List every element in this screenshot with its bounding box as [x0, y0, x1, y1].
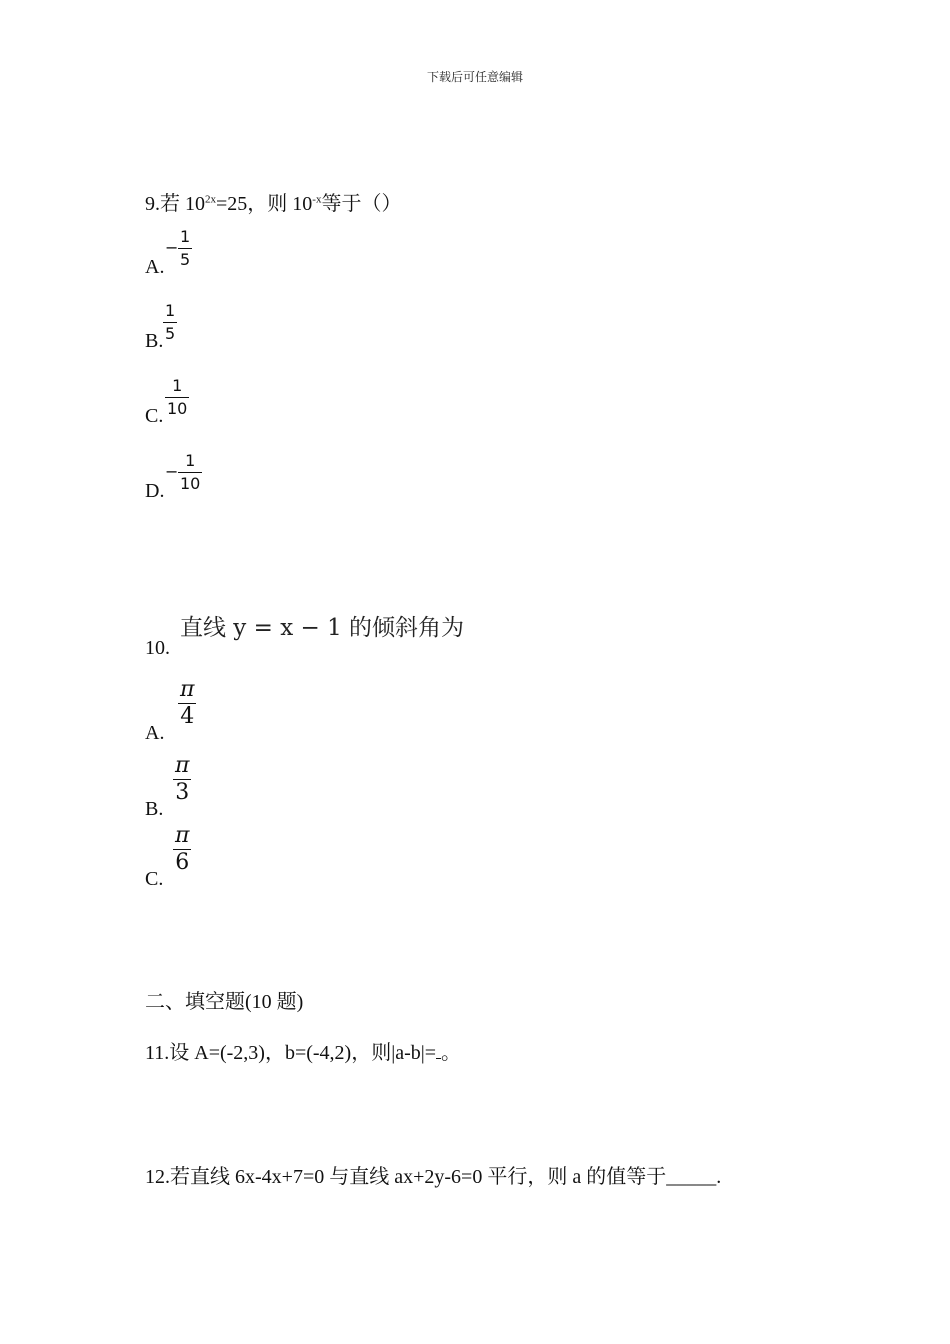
- q9-exponent-2: -x: [312, 193, 322, 206]
- question-12: 12.若直线 6x-4x+7=0 与直线 ax+2y-6=0 平行，则 a 的值等于_____.: [145, 1166, 722, 1188]
- fraction-bar: [178, 248, 192, 249]
- fraction-denominator: 4: [180, 704, 195, 729]
- fraction-numerator: π: [175, 753, 190, 778]
- option-label: B.: [145, 798, 164, 820]
- fraction-numerator: 1: [185, 451, 196, 470]
- page-header: 下载后可任意编辑: [426, 70, 523, 84]
- option-label: A.: [145, 256, 165, 278]
- fraction-numerator: π: [175, 823, 190, 848]
- section-2-title: 二、填空题(10 题): [145, 991, 304, 1013]
- option-label: C.: [145, 868, 164, 890]
- fraction-numerator: 1: [180, 227, 191, 246]
- option-fraction: [178, 452, 202, 493]
- option-fraction: [178, 678, 196, 729]
- fraction-numerator: 1: [165, 301, 176, 320]
- fraction-denominator: 10: [180, 474, 201, 493]
- fraction-denominator: 6: [175, 850, 190, 875]
- q11-end: 。: [441, 1042, 462, 1064]
- question-10-stem-image: 直线 y = x − 1 的倾斜角为: [180, 615, 465, 641]
- option-label: A.: [145, 722, 165, 744]
- question-10-number: 10.: [145, 637, 170, 659]
- q11-text: 11.设 A=(-2,3)，b=(-4,2)，则|a-b|=: [145, 1042, 437, 1064]
- question-11: [145, 1036, 461, 1065]
- fraction-denominator: 5: [165, 324, 176, 343]
- fraction-bar: [163, 322, 177, 323]
- option-label: D.: [145, 480, 165, 502]
- option-sign: −: [165, 462, 179, 481]
- q9-exponent-1: 2x: [205, 193, 216, 206]
- option-fraction: [163, 302, 177, 343]
- fraction-denominator: 3: [175, 780, 190, 805]
- fraction-numerator: π: [180, 677, 195, 702]
- fraction-denominator: 5: [180, 250, 191, 269]
- option-label: C.: [145, 405, 164, 427]
- option-fraction: [173, 824, 191, 875]
- q9-mid: =25，则 10: [216, 193, 313, 215]
- fraction-bar: [178, 472, 202, 473]
- fraction-bar: [165, 397, 189, 398]
- option-sign: −: [165, 238, 179, 257]
- option-label: B.: [145, 330, 164, 352]
- question-9-stem: [145, 187, 401, 216]
- q9-prefix: 9.若 10: [145, 193, 205, 215]
- fraction-denominator: 10: [167, 399, 188, 418]
- fraction-numerator: 1: [172, 376, 183, 395]
- option-fraction: [178, 228, 192, 269]
- option-fraction: [165, 377, 189, 418]
- q9-suffix: 等于（）: [321, 193, 402, 215]
- option-fraction: [173, 754, 191, 805]
